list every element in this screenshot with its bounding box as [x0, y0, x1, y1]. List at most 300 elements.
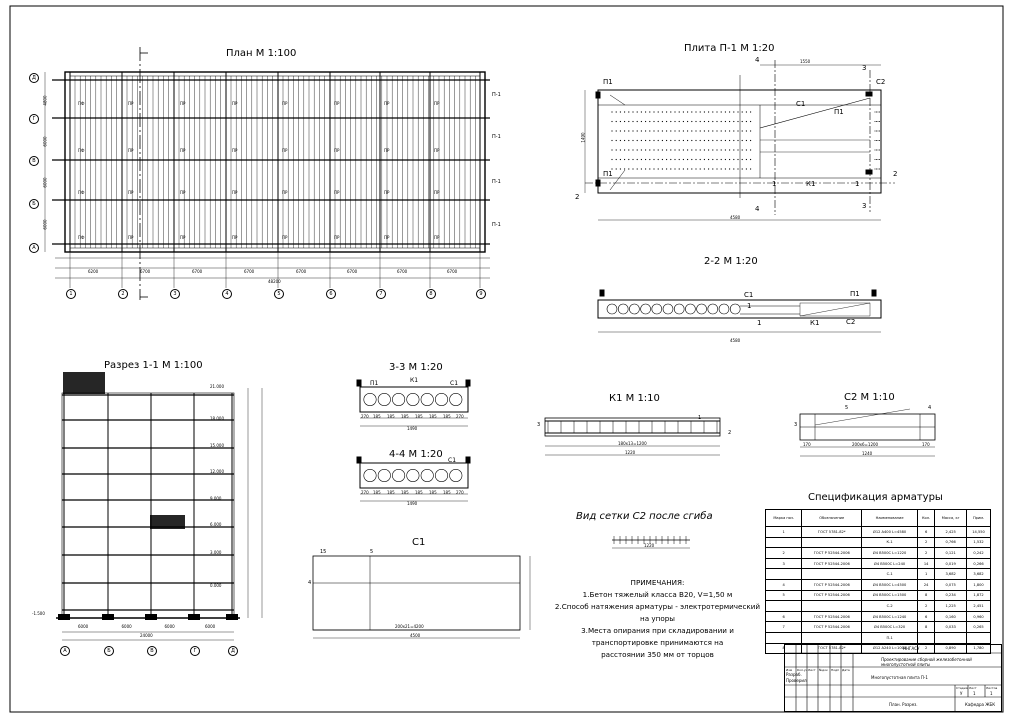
void-dot [700, 168, 701, 169]
spec-cell [766, 601, 802, 612]
plan-cell-tag: ПР [384, 235, 390, 240]
spec-cell: 3 [766, 558, 802, 569]
void-dot [611, 111, 612, 112]
foundation-block [145, 614, 157, 620]
spec-cell [802, 632, 862, 643]
stamp-column-label: Кол.уч [797, 668, 808, 672]
plan-columns [70, 72, 480, 252]
void-dot [653, 149, 654, 150]
void-dot [645, 111, 646, 112]
spec-cell: 0,160 [935, 611, 967, 622]
void-dot [729, 149, 730, 150]
slab-mark: 1 [855, 180, 860, 188]
void-dot [632, 111, 633, 112]
void-circle [618, 304, 628, 314]
section-dim: 270 [361, 414, 369, 419]
slab-mark: П1 [834, 108, 844, 116]
void-dot [641, 130, 642, 131]
plan-cell-tag: ПР [434, 148, 440, 153]
void-dot [737, 130, 738, 131]
void-dot [662, 121, 663, 122]
void-dot [674, 121, 675, 122]
void-dot [624, 130, 625, 131]
void-dot [729, 168, 730, 169]
void-dot [879, 140, 880, 141]
section-dim: 185 [443, 414, 451, 419]
void-dot [742, 149, 743, 150]
void-dot [700, 111, 701, 112]
void-dot [687, 149, 688, 150]
stamp-stage-head: Лист [969, 686, 977, 690]
void-dot [878, 150, 879, 151]
void-dot [878, 131, 879, 132]
void-circle [407, 469, 419, 481]
spec-cell: 0,265 [967, 622, 991, 633]
spec-cell [967, 632, 991, 643]
slab-mark: П1 [603, 78, 613, 86]
void-dot [721, 121, 722, 122]
void-dot [691, 111, 692, 112]
void-dot [733, 168, 734, 169]
foundation-block [58, 614, 70, 620]
spec-header-cell: Прим. [967, 510, 991, 527]
section-dim: 185 [401, 414, 409, 419]
axis-number-marker: 9 [476, 289, 486, 299]
void-dot [691, 149, 692, 150]
void-dot [708, 149, 709, 150]
c2-mark: 3 [794, 422, 798, 428]
level-mark: 0.000 [210, 583, 222, 588]
void-dot [725, 111, 726, 112]
plan-span-dim: 6700 [397, 269, 408, 274]
void-dot [695, 130, 696, 131]
void-circle [450, 469, 462, 481]
section-1-1-axis-marker: Б [104, 646, 114, 656]
section-dim: 185 [429, 490, 437, 495]
stamp-stage-value: У [960, 691, 963, 696]
void-dot [666, 130, 667, 131]
slab-mark: П1 [603, 170, 613, 178]
spec-cell [918, 632, 935, 643]
spec-cell: Ø4 В500С L=240 [862, 558, 918, 569]
spec-cell: С-2 [862, 601, 918, 612]
plan-cell-tag: ПР [282, 101, 288, 106]
spec-body [766, 527, 991, 654]
void-dot [737, 168, 738, 169]
void-dot [632, 149, 633, 150]
spec-cell [802, 569, 862, 580]
level-mark: 3.000 [210, 550, 222, 555]
void-dot [632, 168, 633, 169]
void-dot [624, 159, 625, 160]
void-dot [637, 168, 638, 169]
void-circle [663, 304, 673, 314]
void-dot [716, 140, 717, 141]
void-dot [725, 130, 726, 131]
section-1-1-axis-marker: В [147, 646, 157, 656]
void-dot [666, 111, 667, 112]
section-2-2-title: 2-2 М 1:20 [704, 256, 758, 267]
plan-cell-tag: ПР [282, 235, 288, 240]
void-dot [620, 130, 621, 131]
void-dot [662, 111, 663, 112]
level-mark: 6.000 [210, 522, 222, 527]
c1-dim-inner: 200х21=4200 [395, 624, 424, 629]
void-dot [691, 159, 692, 160]
spec-cell: ГОСТ Р 52544-2006 [802, 579, 862, 590]
section-1-1-span: 6000 [205, 624, 216, 629]
void-dot [687, 168, 688, 169]
void-dot [679, 140, 680, 141]
plan-cell-tag: ПР [384, 190, 390, 195]
spec-cell: Ø12 А240 L=1000 [862, 643, 918, 654]
void-circle [407, 393, 419, 405]
c2-view [800, 409, 935, 456]
void-dot [679, 168, 680, 169]
void-dot [641, 111, 642, 112]
void-dot [616, 140, 617, 141]
foundation-block [102, 614, 114, 620]
k1-mark: 2 [728, 430, 732, 436]
table-row [766, 579, 991, 590]
void-dot [716, 121, 717, 122]
spec-cell: 8 [918, 590, 935, 601]
void-dot [746, 140, 747, 141]
plan-slab-grid [75, 76, 475, 248]
section-4-4-voids [364, 469, 462, 481]
void-dot [628, 159, 629, 160]
void-dot [641, 121, 642, 122]
section-1-1-span: 6000 [164, 624, 175, 629]
void-dot [742, 140, 743, 141]
void-dot [653, 159, 654, 160]
void-dot [616, 168, 617, 169]
void-dot [876, 112, 877, 113]
void-dot [733, 111, 734, 112]
spec-cell: 1,225 [935, 601, 967, 612]
spec-cell: 7 [766, 622, 802, 633]
plan-span-dim: 6700 [347, 269, 358, 274]
k1-dim-inner: 180х13=1200 [618, 441, 647, 446]
void-dot [653, 121, 654, 122]
void-dot [683, 159, 684, 160]
void-dot [649, 130, 650, 131]
void-dot [725, 140, 726, 141]
void-dot [737, 159, 738, 160]
spec-cell: К-1 [862, 537, 918, 548]
void-dot [637, 111, 638, 112]
void-dot [750, 168, 751, 169]
section-dim: 270 [456, 490, 464, 495]
plan-cell-tag: ПР [128, 190, 134, 195]
plan-cell-tag: ПР [434, 101, 440, 106]
plan-cell-tag: ПР [180, 235, 186, 240]
void-dot [628, 121, 629, 122]
void-circle [719, 304, 729, 314]
void-dot [712, 159, 713, 160]
void-circle [730, 304, 740, 314]
void-dot [875, 150, 876, 151]
plan-span-dim: 6700 [447, 269, 458, 274]
section-3-3-mark: С1 [450, 380, 459, 387]
void-dot [666, 168, 667, 169]
notes-line: на упоры [640, 614, 675, 623]
void-dot [700, 121, 701, 122]
c1-outline [313, 556, 520, 630]
c1-mark: 4 [308, 580, 312, 586]
stamp-column-label: Лист [808, 668, 816, 672]
notes-line: 2.Способ натяжения арматуры - электротермический [554, 602, 761, 611]
plan-cell-tag: ПФ [78, 148, 85, 153]
plan-cell-tag: ПР [334, 101, 340, 106]
spec-cell: 0,121 [935, 548, 967, 559]
void-dot [666, 159, 667, 160]
plan-side-dim: 6000 [42, 219, 48, 230]
spec-cell: 2 [918, 643, 935, 654]
axis-number-marker: 2 [118, 289, 128, 299]
void-dot [649, 140, 650, 141]
spec-cell: Ø4 В500С L=4500 [862, 579, 918, 590]
plan-cell-tag: ПР [232, 101, 238, 106]
spec-cell: 6 [766, 611, 802, 622]
void-dot [708, 121, 709, 122]
section-dim: 185 [373, 490, 381, 495]
plan-cell-tag: ПР [384, 101, 390, 106]
spec-cell: 0,766 [935, 537, 967, 548]
void-dot [879, 121, 880, 122]
void-dot [879, 112, 880, 113]
plan-cell-tag: ПР [180, 190, 186, 195]
void-dot [875, 140, 876, 141]
void-dot [742, 111, 743, 112]
void-dot [658, 111, 659, 112]
void-dot [641, 168, 642, 169]
section-1-1-axis-marker: Д [228, 646, 238, 656]
void-dot [691, 121, 692, 122]
void-dot [704, 140, 705, 141]
void-dot [746, 168, 747, 169]
void-dot [637, 130, 638, 131]
c1-mark: 5 [370, 549, 374, 555]
section-1-1-title: Разрез 1-1 М 1:100 [104, 360, 203, 371]
void-dot [878, 121, 879, 122]
void-dot [624, 168, 625, 169]
axis-letter-marker: В [29, 156, 39, 166]
c2-dim-total: 1240 [862, 451, 873, 456]
void-dot [683, 111, 684, 112]
void-circle [392, 469, 404, 481]
slab-void-dots [611, 111, 880, 169]
c2-end-right: 170 [922, 442, 930, 447]
stamp-column-label: Подп [831, 668, 840, 672]
spec-cell: 2,451 [967, 601, 991, 612]
void-dot [876, 121, 877, 122]
section-2-2-mark: П1 [850, 290, 860, 298]
void-dot [670, 168, 671, 169]
void-dot [733, 140, 734, 141]
void-dot [700, 130, 701, 131]
notes-line: 1.Бетон тяжелый класса В20, V=1,50 м [582, 590, 733, 599]
void-dot [679, 159, 680, 160]
spec-header-cell: Марка поз. [766, 510, 802, 527]
plan-cell-tag: ПФ [78, 190, 85, 195]
void-dot [733, 130, 734, 131]
void-dot [878, 159, 879, 160]
void-dot [876, 131, 877, 132]
void-dot [674, 130, 675, 131]
void-dot [649, 159, 650, 160]
plan-span-dim: 6700 [192, 269, 203, 274]
plan-cell-tag: ПР [180, 148, 186, 153]
void-dot [687, 121, 688, 122]
plan-side-dim: 4800 [42, 95, 48, 106]
void-dot [687, 111, 688, 112]
foundation-block [226, 614, 238, 620]
section-dim: 185 [401, 490, 409, 495]
void-dot [876, 150, 877, 151]
void-dot [683, 130, 684, 131]
stamp-sheet-name: План. Разрез. [889, 702, 918, 707]
void-dot [687, 130, 688, 131]
void-circle [378, 469, 390, 481]
void-circle [421, 469, 433, 481]
spec-table [765, 509, 991, 654]
spec-cell: ГОСТ Р 52544-2006 [802, 611, 862, 622]
axis-number-marker: 8 [426, 289, 436, 299]
void-dot [716, 168, 717, 169]
spec-header-row [766, 510, 991, 527]
spec-cell: Ø4 В500С L=1500 [862, 590, 918, 601]
void-dot [879, 150, 880, 151]
void-dot [725, 168, 726, 169]
void-dot [632, 121, 633, 122]
void-dot [666, 149, 667, 150]
spec-cell: 0,890 [935, 643, 967, 654]
void-dot [670, 130, 671, 131]
slab-mark: С2 [876, 78, 886, 86]
slab-mark: 4 [755, 56, 760, 64]
title-block [784, 644, 1002, 712]
slab-view [585, 60, 898, 220]
axis-number-marker: 7 [376, 289, 386, 299]
void-dot [750, 149, 751, 150]
void-dot [712, 111, 713, 112]
void-circle [435, 393, 447, 405]
void-dot [746, 121, 747, 122]
void-circle [435, 469, 447, 481]
spec-cell: П-1 [862, 632, 918, 643]
void-dot [750, 130, 751, 131]
stamp-column-label: Дата [842, 668, 850, 672]
void-dot [611, 140, 612, 141]
void-dot [637, 149, 638, 150]
void-dot [658, 168, 659, 169]
spec-cell: 24 [918, 579, 935, 590]
section-3-3-title: 3-3 М 1:20 [389, 362, 443, 373]
slab-mark: 2 [575, 193, 580, 201]
void-dot [679, 121, 680, 122]
spec-cell: 2 [918, 537, 935, 548]
c2-mark: 5 [845, 405, 849, 411]
spec-cell: ГОСТ 5781-82* [802, 643, 862, 654]
stamp-drawing: Многопустотная плита П-1 [871, 675, 928, 680]
spec-cell: 8 [766, 643, 802, 654]
void-dot [637, 121, 638, 122]
table-row [766, 558, 991, 569]
notes-line: транспортировке принимаются на [591, 638, 724, 647]
table-row [766, 632, 991, 643]
foundation-block [188, 614, 200, 620]
void-dot [704, 149, 705, 150]
section-3-3-mark: К1 [410, 377, 419, 384]
void-dot [670, 121, 671, 122]
spec-cell: С-1 [862, 569, 918, 580]
void-dot [683, 140, 684, 141]
section-2-2-mark: С1 [744, 291, 754, 299]
spec-cell: 8 [918, 622, 935, 633]
void-dot [674, 140, 675, 141]
void-dot [662, 130, 663, 131]
plan-side-dim: 6000 [42, 177, 48, 188]
void-dot [645, 168, 646, 169]
void-dot [700, 149, 701, 150]
plan-row-label: П-1 [492, 179, 501, 185]
spec-cell: 0,960 [967, 611, 991, 622]
plan-cell-tag: ПР [334, 235, 340, 240]
void-dot [712, 121, 713, 122]
void-dot [700, 140, 701, 141]
void-dot [742, 159, 743, 160]
void-circle [697, 304, 707, 314]
void-dot [620, 149, 621, 150]
spec-cell [766, 537, 802, 548]
slab-mark: С1 [796, 100, 806, 108]
notes-line: 3.Места опирания при складировании и [581, 626, 734, 635]
void-dot [750, 121, 751, 122]
axis-letter-marker: Б [29, 199, 39, 209]
spec-cell: Ø4 В500С L=1220 [862, 548, 918, 559]
void-dot [653, 168, 654, 169]
void-dot [695, 111, 696, 112]
void-dot [733, 149, 734, 150]
spec-cell: 2 [918, 548, 935, 559]
void-dot [649, 149, 650, 150]
spec-cell: 6 [918, 527, 935, 538]
plan-row-label: П-1 [492, 92, 501, 98]
plan-span-dim: 6700 [296, 269, 307, 274]
spec-cell: 3,682 [935, 569, 967, 580]
section-1-1-span: 6000 [121, 624, 132, 629]
section-1-1-span: 6000 [78, 624, 89, 629]
void-dot [716, 111, 717, 112]
void-dot [649, 111, 650, 112]
section-dim: 185 [387, 414, 395, 419]
void-dot [746, 159, 747, 160]
plan-cell-tag: ПР [128, 235, 134, 240]
k1-title: К1 М 1:10 [609, 393, 660, 404]
void-dot [645, 159, 646, 160]
void-dot [683, 121, 684, 122]
void-dot [653, 140, 654, 141]
plan-cell-tag: ПР [434, 190, 440, 195]
void-dot [708, 168, 709, 169]
section-2-2-mark: С2 [846, 318, 856, 326]
k1-mark: 1 [698, 415, 702, 421]
spec-cell: 2 [918, 601, 935, 612]
void-dot [679, 149, 680, 150]
axis-letter-marker: Г [29, 114, 39, 124]
void-dot [729, 159, 730, 160]
